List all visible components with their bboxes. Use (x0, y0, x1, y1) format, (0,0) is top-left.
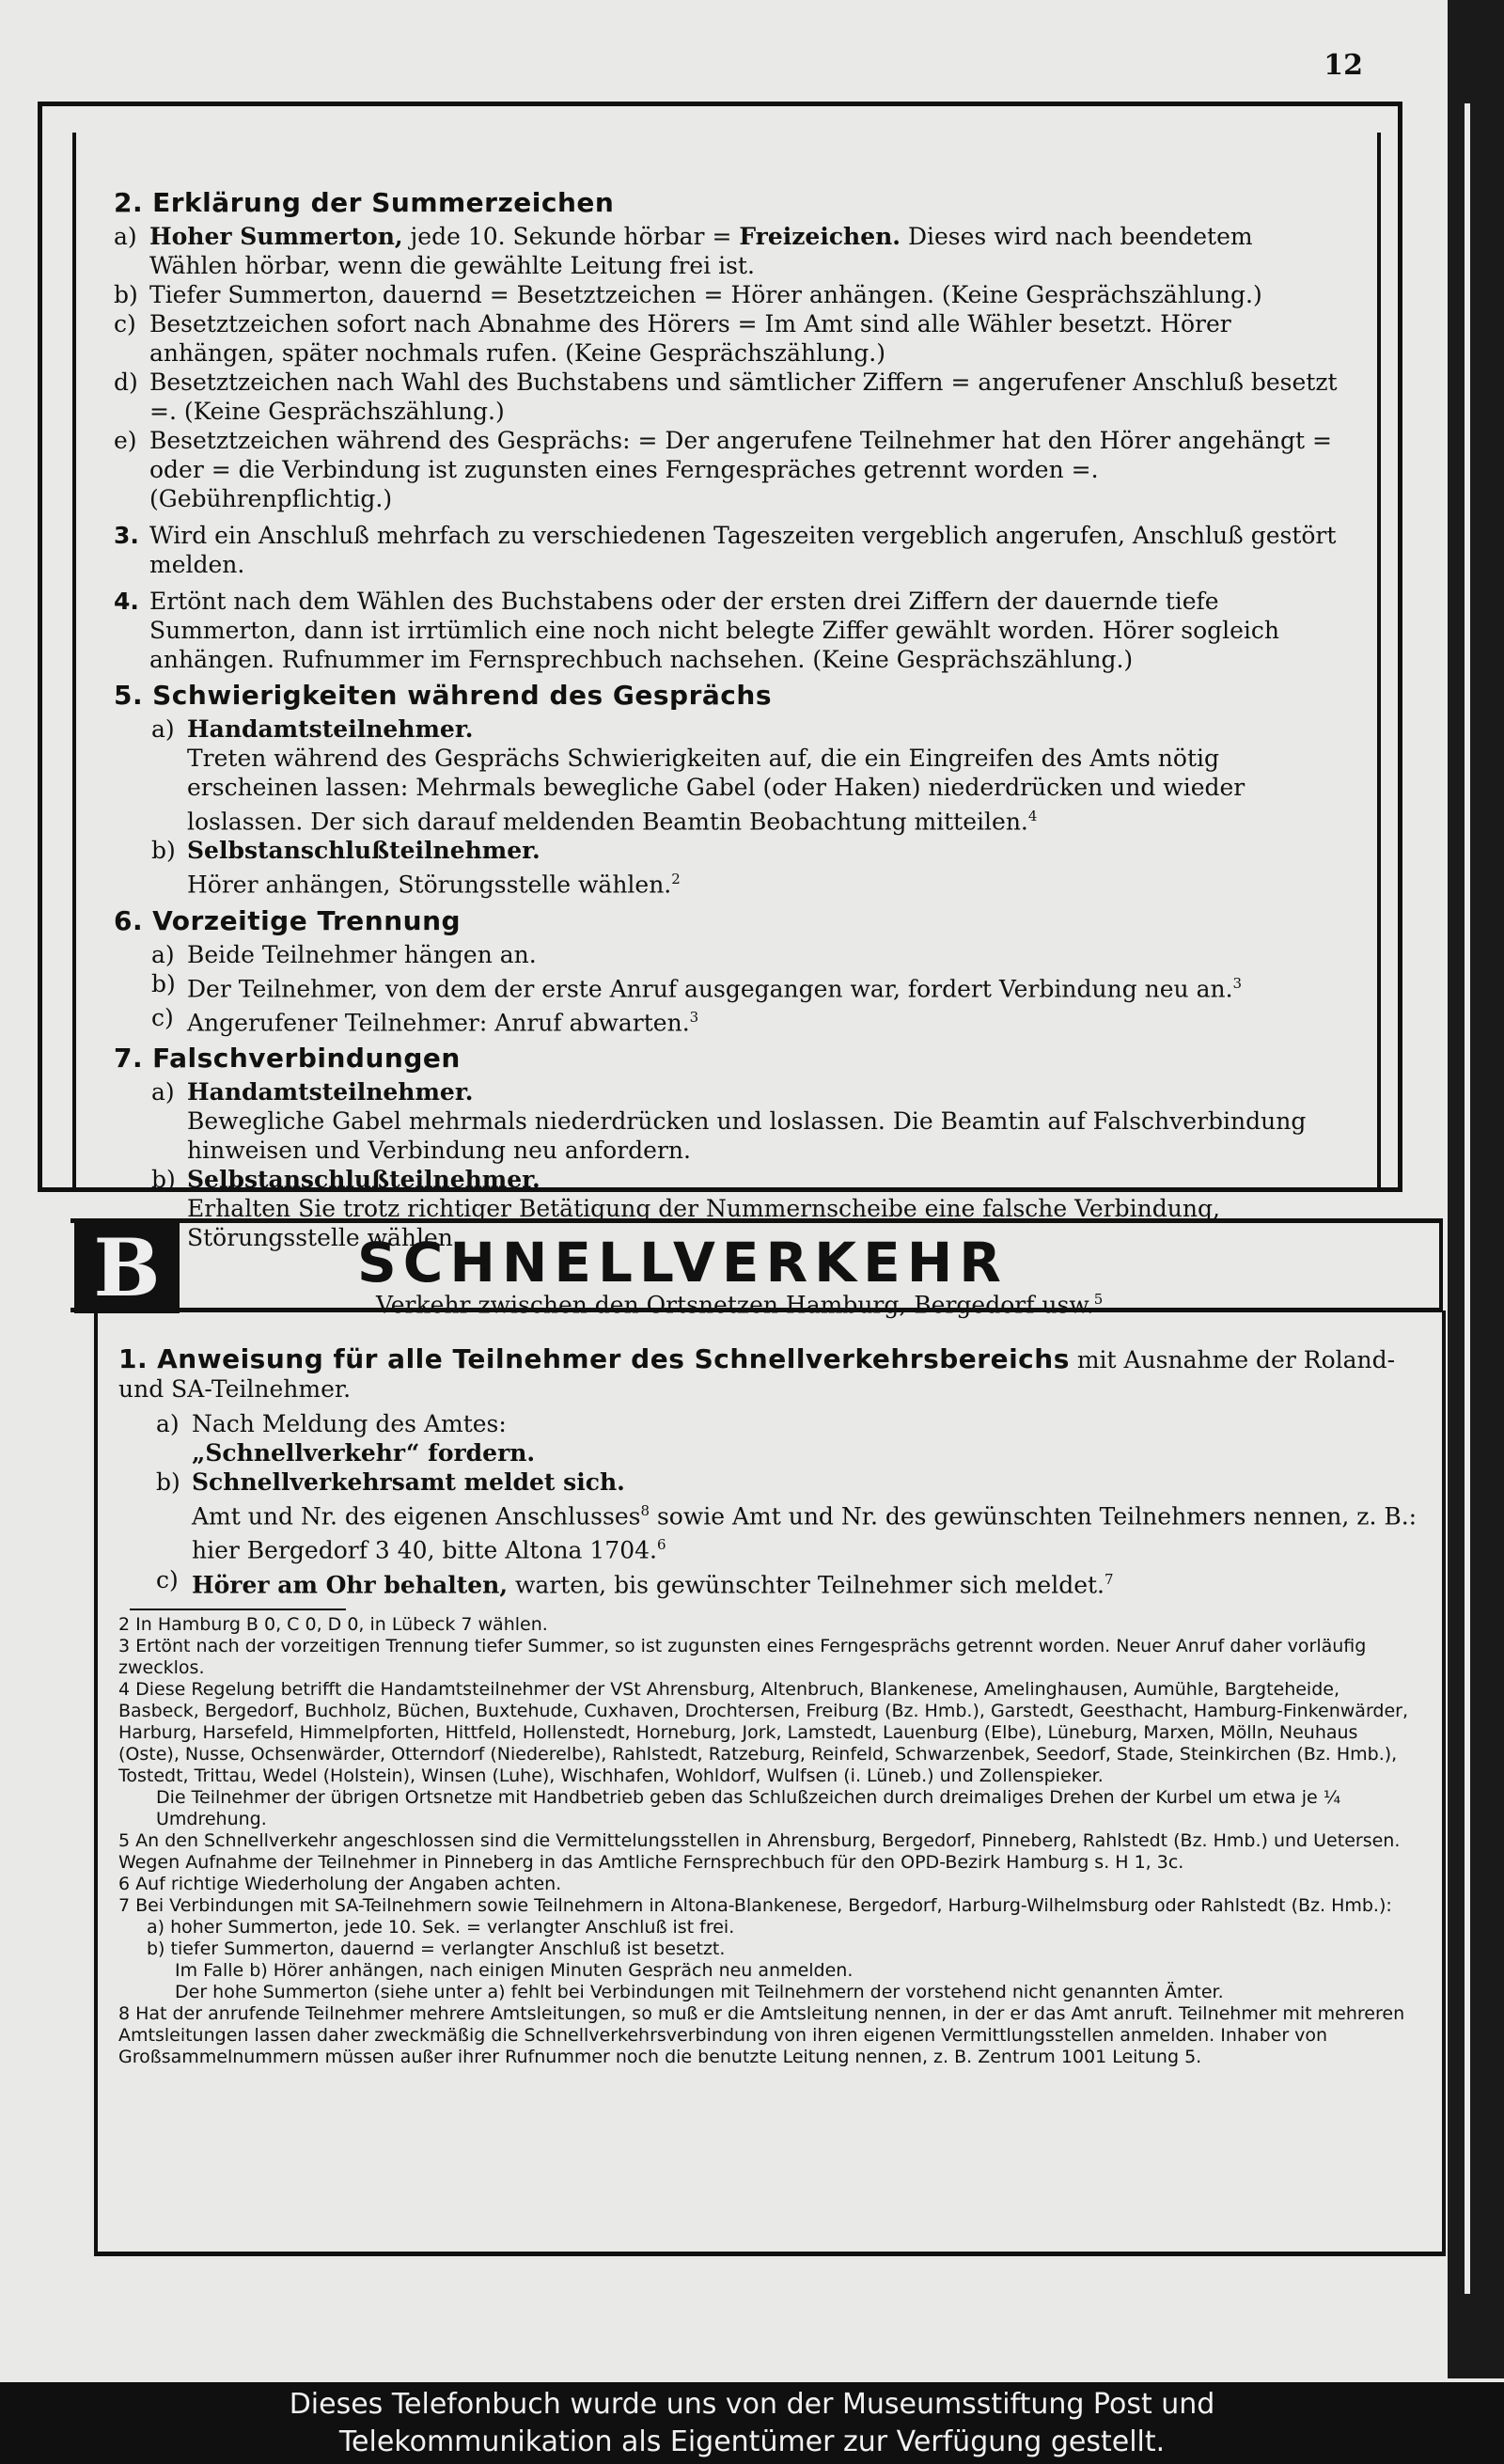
section-subtitle: Verkehr zwischen den Ortsnetzen Hamburg, Bergedorf usw.$^5$ (376, 1291, 1104, 1319)
list-item: b) Selbstanschlußteilnehmer. Erhalten Sie trotz richtiger Betätigung der Nummernscheibe eine falsche Verbindung, Störungsstelle wählen. (151, 1166, 1220, 1252)
page-edge-border (1448, 0, 1504, 2378)
instructions-box (38, 102, 1402, 1252)
list-item: b) Selbstanschlußteilnehmer. Hörer anhängen, Störungsstelle wählen.$^2$ (151, 837, 681, 899)
attribution-footer (0, 2382, 1504, 2464)
section-letter-badge: B (74, 1223, 180, 1313)
footnote: 5 An den Schnellverkehr angeschlossen sind die Vermittelungsstellen in Ahrensburg, Bergedorf, Pinneberg, Rahlstedt (Bz. Hmb.) und Uetersen. Wegen Aufnahme der Teilnehmer in Pinneberg in das Amtliche Fernsprechbuch für den OPD-Bezirk Hamburg s. H 1, 3c. (118, 1829, 1401, 1873)
list-item: b) Schnellverkehrsamt meldet sich. Amt und Nr. des eigenen Anschlusses$^8$ sowie Amt und Nr. des gewünschten Teilnehmers nennen, z. B.: hier Bergedorf 3 40, bitte Altona 1704.$^6$ (156, 1468, 1418, 1564)
footnote: 2 In Hamburg B 0, C 0, D 0, in Lübeck 7 wählen. (118, 1613, 548, 1635)
footer-line-2: Telekommunikation als Eigentümer zur Verfügung gestellt. (338, 2425, 1166, 2458)
footnote: 3 Ertönt nach der vorzeitigen Trennung tiefer Summer, so ist zugunsten eines Ferngesprächs getrennt worden. Neuer Anruf daher vorläufig zwecklos. (118, 1635, 1367, 1678)
section-4: 4. Ertönt nach dem Wählen des Buchstabens oder der ersten drei Ziffern der dauernde tiefe Summerton, dann ist irrtümlich eine noch nicht belegte Ziffer gewählt worden. Hörer sogleich anhängen. Rufnummer im Fernsprechbuch nachsehen. (Keine Gesprächszählung.) (114, 588, 1280, 673)
footnote: 6 Auf richtige Wiederholung der Angaben achten. (118, 1873, 562, 1894)
page-number: 12 (1324, 49, 1363, 82)
list-item: a) Beide Teilnehmer hängen an. (151, 940, 537, 968)
section-3: 3. Wird ein Anschluß mehrfach zu verschiedenen Tageszeiten vergeblich angerufen, Anschluß gestört melden. (114, 522, 1337, 578)
section-7-heading: 7. Falschverbindungen (114, 1043, 461, 1075)
list-item: a) Hoher Summerton, jede 10. Sekunde hörbar = Freizeichen. Dieses wird nach beendetem Wählen hörbar, wenn die gewählte Leitung frei ist. (114, 223, 1253, 279)
footnote: a) hoher Summerton, jede 10. Sek. = verlangter Anschluß ist frei. (147, 1916, 735, 1938)
footnote: Die Teilnehmer der übrigen Ortsnetze mit Handbetrieb geben das Schlußzeichen durch dreimaliges Drehen der Kurbel um etwa je ¼ Umdrehung. (156, 1786, 1341, 1829)
section-title: SCHNELLVERKEHR (357, 1231, 1008, 1295)
list-item: b) Der Teilnehmer, von dem der erste Anruf ausgegangen war, fordert Verbindung neu an.$^3$ (151, 969, 1243, 1002)
list-item: c) Besetztzeichen sofort nach Abnahme des Hörers = Im Amt sind alle Wähler besetzt. Hörer anhängen, später nochmals rufen. (Keine Gesprächszählung.) (114, 310, 1231, 367)
list-item: a) Nach Meldung des Amtes: „Schnellverkehr“ fordern. (156, 1410, 536, 1467)
footnote: 4 Diese Regelung betrifft die Handamtsteilnehmer der VSt Ahrensburg, Altenbruch, Blankenese, Amelinghausen, Aumühle, Bargteheide, Basbeck, Bergedorf, Buchholz, Büchen, Buxtehude, Cuxhaven, Drochtersen, Freiburg (Bz. Hmb.), Garstedt, Geesthacht, Hamburg-Finkenwärder, Harburg, Harsefeld, Himmelpforten, Hittfeld, Hollenstedt, Horneburg, Jork, Lamstedt, Lauenburg (Elbe), Lüneburg, Marxen, Mölln, Neuhaus (Oste), Nusse, Ochsenwärder, Otterndorf (Niederelbe), Rahlstedt, Ratzeburg, Reinfeld, Schwarzenbek, Seedorf, Stade, Steinkirchen (Bz. Hmb.), Tostedt, Trittau, Wedel (Holstein), Winsen (Luhe), Wischhafen, Wohldorf, Wulfsen (i. Lüneb.) und Zollenspieker. (118, 1678, 1409, 1786)
footnote: 8 Hat der anrufende Teilnehmer mehrere Amtsleitungen, so muß er die Amtsleitung nennen, in der er das Amt anruft. Teilnehmer mit mehreren Amtsleitungen lassen daher zweckmäßig die Schnellverkehrsverbindung von ihren eigenen Vermittlungsstellen anmelden. Inhaber von Großsammelnummern müssen außer ihrer Rufnummer noch die benutzte Leitung nennen, z. B. Zentrum 1001 Leitung 5. (118, 2002, 1405, 2067)
list-item: a) Handamtsteilnehmer. Treten während des Gesprächs Schwierigkeiten auf, die ein Eingreifen des Amts nötig erscheinen lassen: Mehrmals bewegliche Gabel (oder Haken) niederdrücken und wieder loslassen. Der sich darauf meldenden Beamtin Beobachtung mitteilen.$^4$ (151, 715, 1246, 836)
footnote: Der hohe Summerton (siehe unter a) fehlt bei Verbindungen mit Teilnehmern der vorstehend nicht genannten Ämter. (175, 1981, 1224, 2002)
footnote: 7 Bei Verbindungen mit SA-Teilnehmern sowie Teilnehmern in Altona-Blankenese, Bergedorf, Harburg-Wilhelmsburg oder Rahlstedt (Bz. Hmb.): (118, 1894, 1392, 1916)
footnote: Im Falle b) Hörer anhängen, nach einigen Minuten Gespräch neu anmelden. (175, 1959, 854, 1981)
footnotes (118, 1614, 1423, 2068)
schnellverkehr-box (94, 1310, 1446, 2256)
list-item: c) Angerufener Teilnehmer: Anruf abwarten.$^3$ (151, 1003, 699, 1037)
instructions-content (72, 133, 1381, 1252)
footnote-divider (130, 1609, 346, 1610)
list-item: b) Tiefer Summerton, dauernd = Besetztzeichen = Hörer anhängen. (Keine Gesprächszählung.) (114, 281, 1262, 308)
section-6-heading: 6. Vorzeitige Trennung (114, 904, 462, 936)
list-item: d) Besetztzeichen nach Wahl des Buchstabens und sämtlicher Ziffern = angerufener Anschluß besetzt =. (Keine Gesprächszählung.) (114, 369, 1338, 425)
footnote: b) tiefer Summerton, dauernd = verlangter Anschluß ist besetzt. (147, 1938, 726, 1959)
list-item: e) Besetztzeichen während des Gesprächs: = Der angerufene Teilnehmer hat den Hörer angehängt = oder = die Verbindung ist zugunsten eines Ferngespräches getrennt worden =. (Gebührenpflichtig.) (114, 427, 1332, 512)
list-item: a) Handamtsteilnehmer. Bewegliche Gabel mehrmals niederdrücken und loslassen. Die Beamtin auf Falschverbindung hinweisen und Verbindung neu anfordern. (151, 1078, 1307, 1165)
schnellverkehr-header (70, 1218, 1443, 1319)
section-2-heading: 2. Erklärung der Summerzeichen (114, 187, 615, 218)
list-item: c) Hörer am Ohr behalten, warten, bis gewünschter Teilnehmer sich meldet.$^7$ (156, 1565, 1114, 1598)
footer-line-1: Dieses Telefonbuch wurde uns von der Museumsstiftung Post und (289, 2388, 1215, 2421)
section-b1-heading: 1. Anweisung für alle Teilnehmer des Schnellverkehrsbereichs mit Ausnahme der Roland- und SA-Teilnehmer. (118, 1343, 1396, 1403)
section-5-heading: 5. Schwierigkeiten während des Gesprächs (114, 680, 772, 711)
